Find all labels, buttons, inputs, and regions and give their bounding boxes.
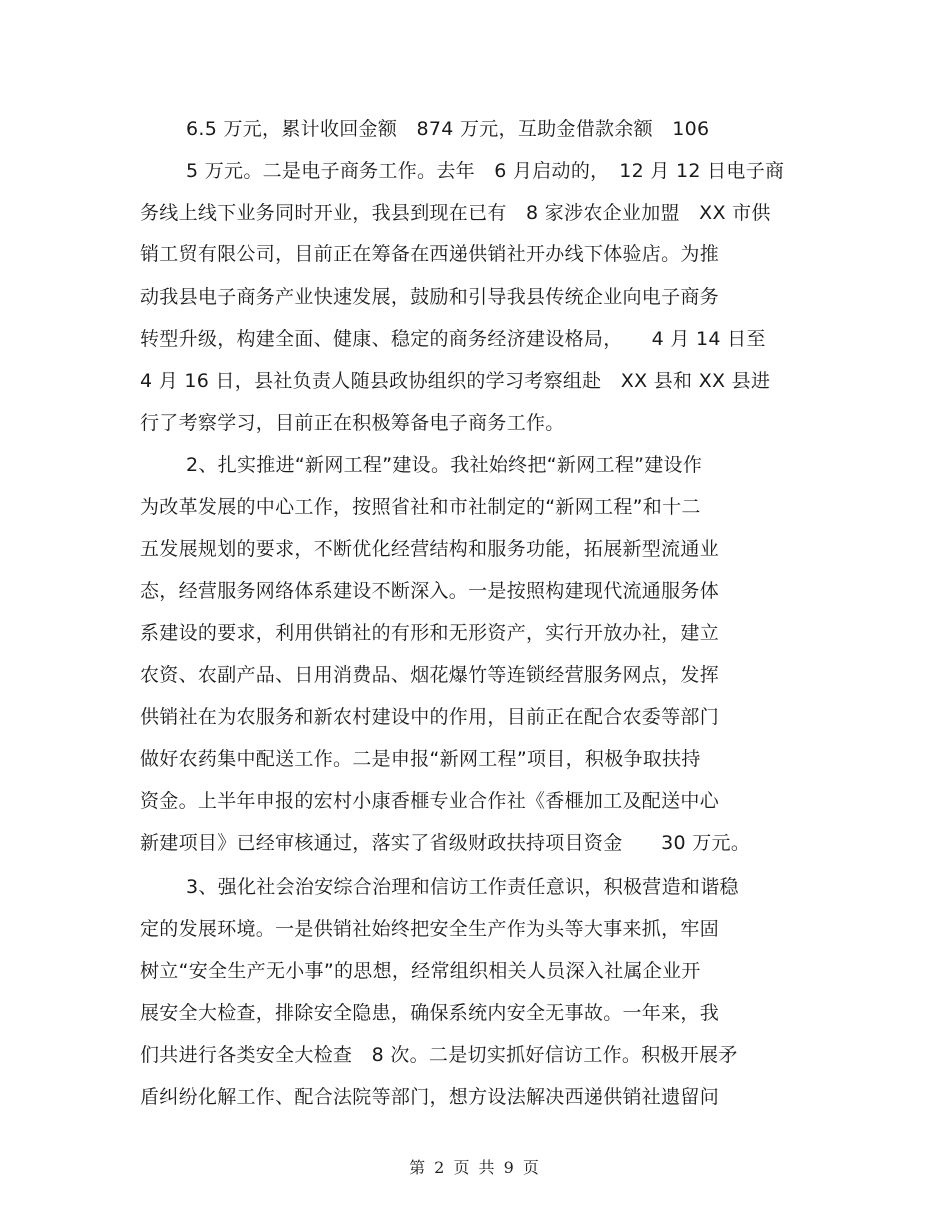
text-line: 新建项目》已经审核通过，落实了省级财政扶持项目资金 30 万元。 (140, 832, 751, 854)
text-line: 们共进行各类安全大检查 8 次。二是切实抓好信访工作。积极开展矛 (140, 1044, 738, 1066)
page-number-footer: 第 2 页 共 9 页 (409, 1158, 541, 1177)
text-line: 资金。上半年申报的宏村小康香榧专业合作社《香榧加工及配送中心 (140, 790, 720, 812)
text-line: 转型升级，构建全面、健康、稳定的商务经济建设格局， 4 月 14 日至 (140, 328, 766, 350)
text-line: 6.5 万元，累计收回金额 874 万元，互助金借款余额 106 (186, 118, 710, 140)
text-line: 4 月 16 日，县社负责人随县政协组织的学习考察组赴 XX 县和 XX 县进 (140, 370, 771, 392)
text-line: 动我县电子商务产业快速发展，鼓励和引导我县传统企业向电子商务 (140, 286, 720, 308)
text-line: 行了考察学习，目前正在积极筹备电子商务工作。 (140, 412, 565, 434)
text-line: 系建设的要求，利用供销社的有形和无形资产，实行开放办社，建立 (140, 622, 720, 644)
text-line: 为改革发展的中心工作，按照省社和市社制定的“新网工程”和十二 (140, 496, 701, 518)
text-line: 盾纠纷化解工作、配合法院等部门，想方设法解决西递供销社遗留问 (140, 1086, 720, 1108)
text-line: 五发展规划的要求，不断优化经营结构和服务功能，拓展新型流通业 (140, 538, 720, 560)
text-line: 展安全大检查，排除安全隐患，确保系统内安全无事故。一年来，我 (140, 1002, 720, 1024)
text-line: 定的发展环境。一是供销社始终把安全生产作为头等大事来抓，牢固 (140, 918, 720, 940)
text-line: 销工贸有限公司，目前正在筹备在西递供销社开办线下体验店。为推 (140, 243, 720, 265)
text-line: 农资、农副产品、日用消费品、烟花爆竹等连锁经营服务网点，发挥 (140, 664, 720, 686)
text-line: 做好农药集中配送工作。二是申报“新网工程”项目，积极争取扶持 (140, 748, 701, 770)
text-line: 5 万元。二是电子商务工作。去年 6 月启动的， 12 月 12 日电子商 (186, 160, 785, 182)
text-line: 树立“安全生产无小事”的思想，经常组织相关人员深入社属企业开 (140, 960, 701, 982)
text-line: 2、扎实推进“新网工程”建设。我社始终把“新网工程”建设作 (186, 454, 703, 476)
text-line: 态，经营服务网络体系建设不断深入。一是按照构建现代流通服务体 (140, 580, 720, 602)
text-line: 务线上线下业务同时开业，我县到现在已有 8 家涉农企业加盟 XX 市供 (140, 202, 771, 224)
text-line: 3、强化社会治安综合治理和信访工作责任意识，积极营造和谐稳 (186, 876, 739, 898)
text-line: 供销社在为农服务和新农村建设中的作用，目前正在配合农委等部门 (140, 706, 720, 728)
